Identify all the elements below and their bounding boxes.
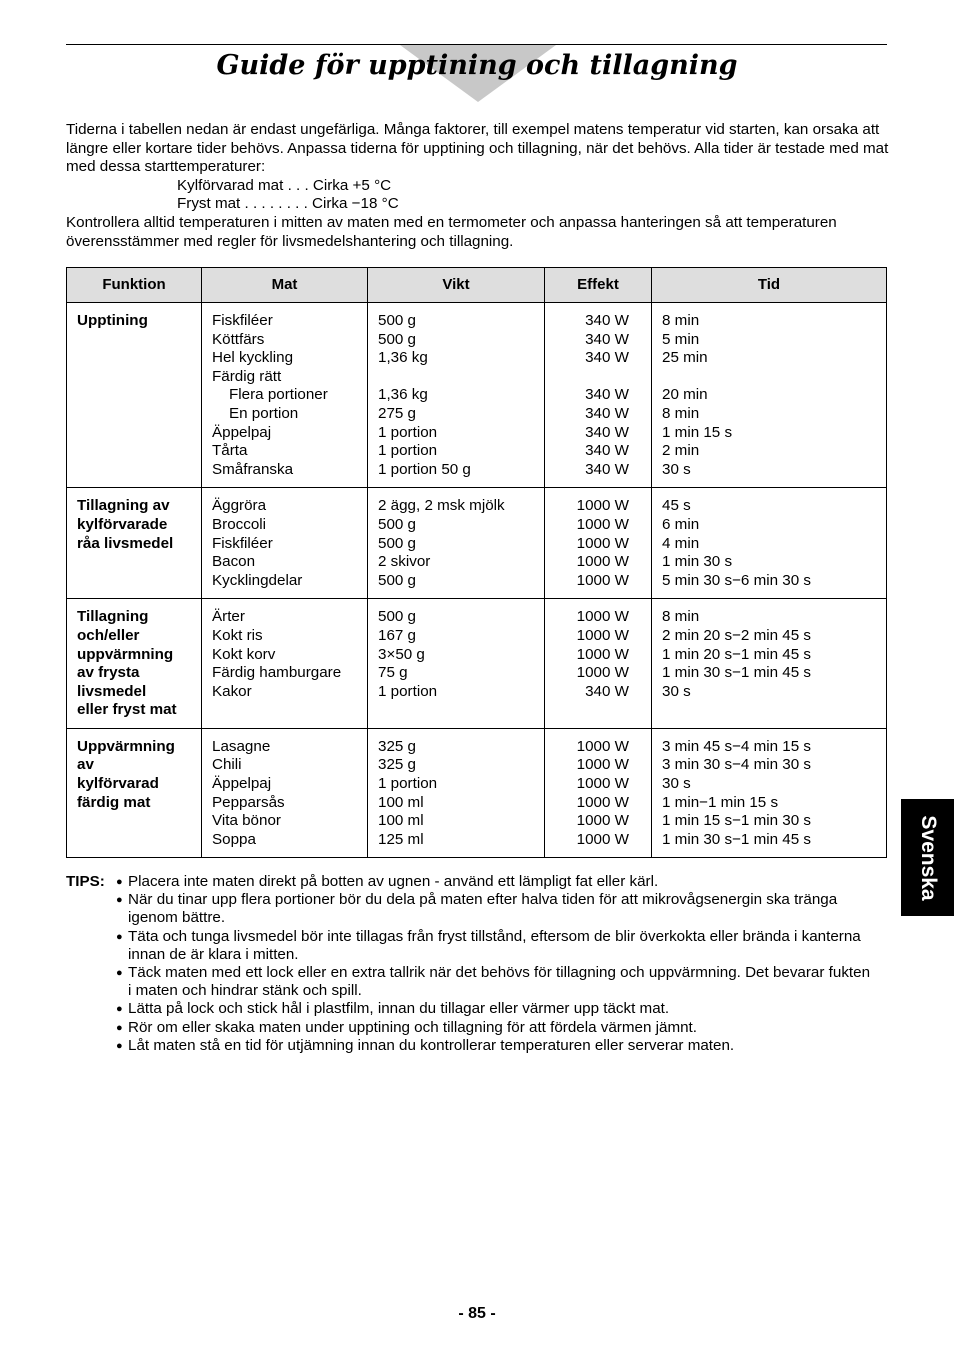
mat-value: Äppelpaj: [212, 775, 272, 793]
vikt-value: 500 g: [378, 534, 417, 552]
effekt-value: [555, 368, 629, 387]
mat-value: Vita bönor: [212, 812, 281, 830]
table-header-row: [67, 268, 887, 303]
tid-value: 30 s: [662, 460, 691, 478]
intro-check-paragraph: Kontrollera alltid temperaturen i mitten av maten med en termometer och anpassa hanteringen så att temperaturen överensstämmer med regler för livsmedelshantering och tillagning.: [66, 213, 837, 250]
tid-value: 1 min 20 s−1 min 45 s: [662, 645, 811, 663]
tip-item: [116, 964, 876, 1000]
mat-value: Flera portioner: [229, 386, 328, 404]
effekt-value: 340 W: [585, 330, 629, 348]
vikt-value: 125 ml: [378, 830, 424, 848]
intro-paragraph: Tiderna i tabellen nedan är endast ungefärliga. Många faktorer, till exempel matens temperatur vid starten, kan orsaka att längre eller kortare tider behövs. Anpassa tiderna för upptining och tillagning, när det behövs. Alla tider är testade med mat med dessa starttemperaturer:: [66, 121, 889, 176]
language-tab: [901, 799, 954, 916]
vikt-value: 1 portion: [378, 775, 438, 793]
cell-tid: [652, 488, 887, 599]
tip-text: Låt maten stå en tid för utjämning innan du kontrollerar temperaturen eller serverar maten.: [128, 1036, 735, 1054]
vikt-value: 500 g: [378, 571, 417, 589]
funktion-value: färdig mat: [77, 793, 151, 811]
cell-funktion: [67, 728, 202, 858]
effekt-value: 1000 W: [576, 664, 629, 682]
tip-item: [116, 873, 876, 891]
effekt-value: 1000 W: [576, 775, 629, 793]
vikt-value: 1 portion 50 g: [378, 460, 471, 478]
mat-value: Kycklingdelar: [212, 571, 303, 589]
vikt-value: 325 g: [378, 756, 417, 774]
cell-funktion: [67, 488, 202, 599]
effekt-value: 340 W: [585, 423, 629, 441]
tid-value: 2 min 20 s−2 min 45 s: [662, 626, 811, 644]
tips-list: [66, 873, 876, 1055]
cell-tid: [652, 599, 887, 729]
tid-value: 20 min: [662, 386, 708, 404]
funktion-value: eller fryst mat: [77, 701, 177, 719]
effekt-value: 340 W: [585, 682, 629, 700]
tip-item: [116, 1036, 876, 1055]
bullet-icon: ●: [116, 930, 123, 943]
cell-effekt: [545, 599, 652, 729]
funktion-value: Tillagning: [77, 608, 149, 626]
mat-value: Fiskfiléer: [212, 312, 273, 329]
tid-value: 3 min 45 s−4 min 15 s: [662, 737, 811, 755]
effekt-value: 1000 W: [576, 812, 629, 830]
tip-item: [116, 1018, 876, 1037]
mat-value: Färdig hamburgare: [212, 664, 342, 682]
cell-tid: [652, 728, 887, 858]
tid-value: 8 min: [662, 404, 700, 422]
header-funktion: Funktion: [67, 268, 202, 303]
cell-effekt: [545, 303, 652, 488]
mat-value: En portion: [229, 404, 299, 422]
bullet-icon: ●: [116, 1039, 123, 1052]
effekt-value: 1000 W: [576, 608, 629, 626]
effekt-value: 340 W: [585, 404, 629, 422]
temp-frozen: Fryst mat . . . . . . . . Cirka −18 °C: [177, 195, 399, 213]
tid-value: 5 min 30 s−6 min 30 s: [662, 571, 811, 589]
effekt-value: 340 W: [585, 312, 629, 329]
vikt-value: 2 skivor: [378, 553, 431, 571]
effekt-value: 1000 W: [576, 830, 629, 848]
cell-vikt: [368, 488, 545, 599]
tip-text: Placera inte maten direkt på botten av ugnen - använd ett lämpligt fat eller kärl.: [128, 873, 659, 890]
mat-value: Köttfärs: [212, 330, 265, 348]
mat-value: Lasagne: [212, 737, 271, 755]
effekt-value: 1000 W: [576, 793, 629, 811]
language-tab-label: Svenska: [916, 814, 940, 901]
effekt-value: 340 W: [585, 349, 629, 367]
tip-item: [116, 1000, 876, 1018]
table-row: [67, 728, 887, 858]
tid-value: 1 min 15 s−1 min 30 s: [662, 812, 811, 830]
vikt-value: 167 g: [378, 626, 417, 644]
vikt-value: 275 g: [378, 404, 417, 422]
mat-value: Soppa: [212, 830, 256, 848]
cell-tid: [652, 303, 887, 488]
tid-value: 1 min 30 s−1 min 45 s: [662, 664, 811, 682]
effekt-value: 340 W: [585, 442, 629, 460]
mat-value: Kakor: [212, 682, 252, 700]
vikt-value: 1 portion: [378, 442, 438, 460]
funktion-value: Uppvärmning: [77, 737, 175, 755]
tip-text: Lätta på lock och stick hål i plastfilm, innan du tillagar eller värmer upp täckt mat.: [128, 1000, 670, 1018]
cell-mat: [202, 599, 368, 729]
bullet-icon: ●: [116, 876, 123, 888]
effekt-value: 1000 W: [576, 553, 629, 571]
tid-value: 8 min: [662, 312, 700, 329]
funktion-value: av frysta: [77, 664, 140, 682]
cell-effekt: [545, 488, 652, 599]
tid-value: 45 s: [662, 497, 691, 515]
tid-value: 2 min: [662, 442, 700, 460]
header-effekt: Effekt: [545, 268, 652, 303]
tip-text: Rör om eller skaka maten under upptining och tillagning för att fördela värmen jämnt.: [128, 1018, 697, 1036]
cell-vikt: [368, 599, 545, 729]
mat-value: Bacon: [212, 553, 256, 571]
mat-value: Färdig rätt: [212, 367, 282, 385]
vikt-value: 325 g: [378, 737, 417, 755]
page-title: Guide för upptining och tillagning: [216, 50, 738, 81]
mat-value: Småfranska: [212, 460, 294, 478]
mat-value: Tårta: [212, 442, 248, 460]
cell-vikt: [368, 303, 545, 488]
vikt-value: 75 g: [378, 664, 408, 682]
tip-item: [116, 891, 876, 927]
mat-value: Äggröra: [212, 497, 267, 515]
funktion-value: kylförvarad: [77, 775, 159, 793]
vikt-value: [378, 368, 534, 387]
cell-funktion: [67, 303, 202, 488]
mat-value: Ärter: [212, 608, 245, 626]
cell-effekt: [545, 728, 652, 858]
cell-funktion: [67, 599, 202, 729]
tid-value: 5 min: [662, 330, 700, 348]
tid-value: 8 min: [662, 608, 700, 626]
mat-value: Fiskfiléer: [212, 534, 273, 552]
vikt-value: 1,36 kg: [378, 386, 428, 404]
effekt-value: 1000 W: [576, 645, 629, 663]
bullet-icon: ●: [116, 1021, 123, 1034]
vikt-value: 1 portion: [378, 423, 438, 441]
effekt-value: 1000 W: [576, 756, 629, 774]
mat-value: Kokt ris: [212, 626, 263, 644]
header-vikt: Vikt: [368, 268, 545, 303]
funktion-value: uppvärmning: [77, 645, 174, 663]
table-row: [67, 303, 887, 488]
vikt-value: 500 g: [378, 608, 417, 626]
tid-value: 1 min−1 min 15 s: [662, 793, 779, 811]
vikt-value: 100 ml: [378, 812, 424, 830]
vikt-value: 500 g: [378, 312, 417, 329]
tid-value: 25 min: [662, 349, 708, 367]
tid-value: 30 s: [662, 682, 691, 700]
mat-value: Hel kyckling: [212, 349, 294, 367]
funktion-value: råa livsmedel: [77, 534, 174, 552]
header-tid: Tid: [652, 268, 887, 303]
tid-value: 3 min 30 s−4 min 30 s: [662, 756, 811, 774]
cell-mat: [202, 488, 368, 599]
tid-value: 4 min: [662, 534, 700, 552]
bullet-icon: ●: [116, 894, 123, 907]
funktion-value: livsmedel: [77, 682, 147, 700]
tip-text: När du tinar upp flera portioner bör du dela på maten efter halva tiden för att mikrovågsenergin ska tränga igenom bättre.: [128, 891, 838, 927]
header-mat: Mat: [202, 268, 368, 303]
vikt-value: 500 g: [378, 330, 417, 348]
page-number: - 85 -: [458, 1305, 496, 1322]
mat-value: Äppelpaj: [212, 423, 272, 441]
funktion-value: kylförvarade: [77, 515, 168, 533]
tid-value: 1 min 30 s−1 min 45 s: [662, 830, 811, 848]
effekt-value: 1000 W: [576, 737, 629, 755]
effekt-value: 1000 W: [576, 571, 629, 589]
funktion-value: och/eller: [77, 626, 140, 644]
bullet-icon: ●: [116, 967, 123, 980]
effekt-value: 340 W: [585, 386, 629, 404]
effekt-value: 340 W: [585, 460, 629, 478]
effekt-value: 1000 W: [576, 534, 629, 552]
tip-item: [116, 927, 876, 964]
tid-value: [662, 368, 876, 387]
vikt-value: 100 ml: [378, 793, 424, 811]
funktion-value: Tillagning av: [77, 497, 170, 515]
temp-chilled: Kylförvarad mat . . . Cirka +5 °C: [177, 176, 392, 194]
table-row: [67, 488, 887, 599]
mat-value: Pepparsås: [212, 793, 285, 811]
intro-text: [66, 121, 896, 251]
table-row: [67, 599, 887, 729]
mat-value: Chili: [212, 756, 242, 774]
tid-value: 1 min 15 s: [662, 423, 733, 441]
tips-label: TIPS:: [66, 873, 105, 890]
tid-value: 1 min 30 s: [662, 553, 733, 571]
effekt-value: 1000 W: [576, 626, 629, 644]
funktion-value: Upptining: [77, 312, 148, 329]
mat-value: Broccoli: [212, 515, 267, 533]
tip-text: Täck maten med ett lock eller en extra tallrik när det behövs för tillagning och uppvärmning. Det bevarar fukten i maten och hindrar stänk och spill.: [128, 964, 871, 1000]
vikt-value: 1,36 kg: [378, 349, 428, 367]
vikt-value: 500 g: [378, 515, 417, 533]
vikt-value: 3×50 g: [378, 645, 425, 663]
vikt-value: 2 ägg, 2 msk mjölk: [378, 497, 505, 515]
guide-table: [66, 267, 887, 858]
bullet-icon: ●: [116, 1003, 123, 1016]
effekt-value: 1000 W: [576, 497, 629, 515]
cell-mat: [202, 728, 368, 858]
funktion-value: av: [77, 756, 94, 774]
cell-vikt: [368, 728, 545, 858]
tid-value: 30 s: [662, 775, 691, 793]
tips-section: [66, 873, 876, 1055]
vikt-value: 1 portion: [378, 682, 438, 700]
mat-value: Kokt korv: [212, 645, 276, 663]
effekt-value: 1000 W: [576, 515, 629, 533]
tid-value: 6 min: [662, 515, 700, 533]
tip-text: Täta och tunga livsmedel bör inte tillagas från fryst tillstånd, eftersom de blir överkokta eller brända i kanterna innan de är klara i mitten.: [128, 927, 861, 963]
cell-mat: [202, 303, 368, 488]
